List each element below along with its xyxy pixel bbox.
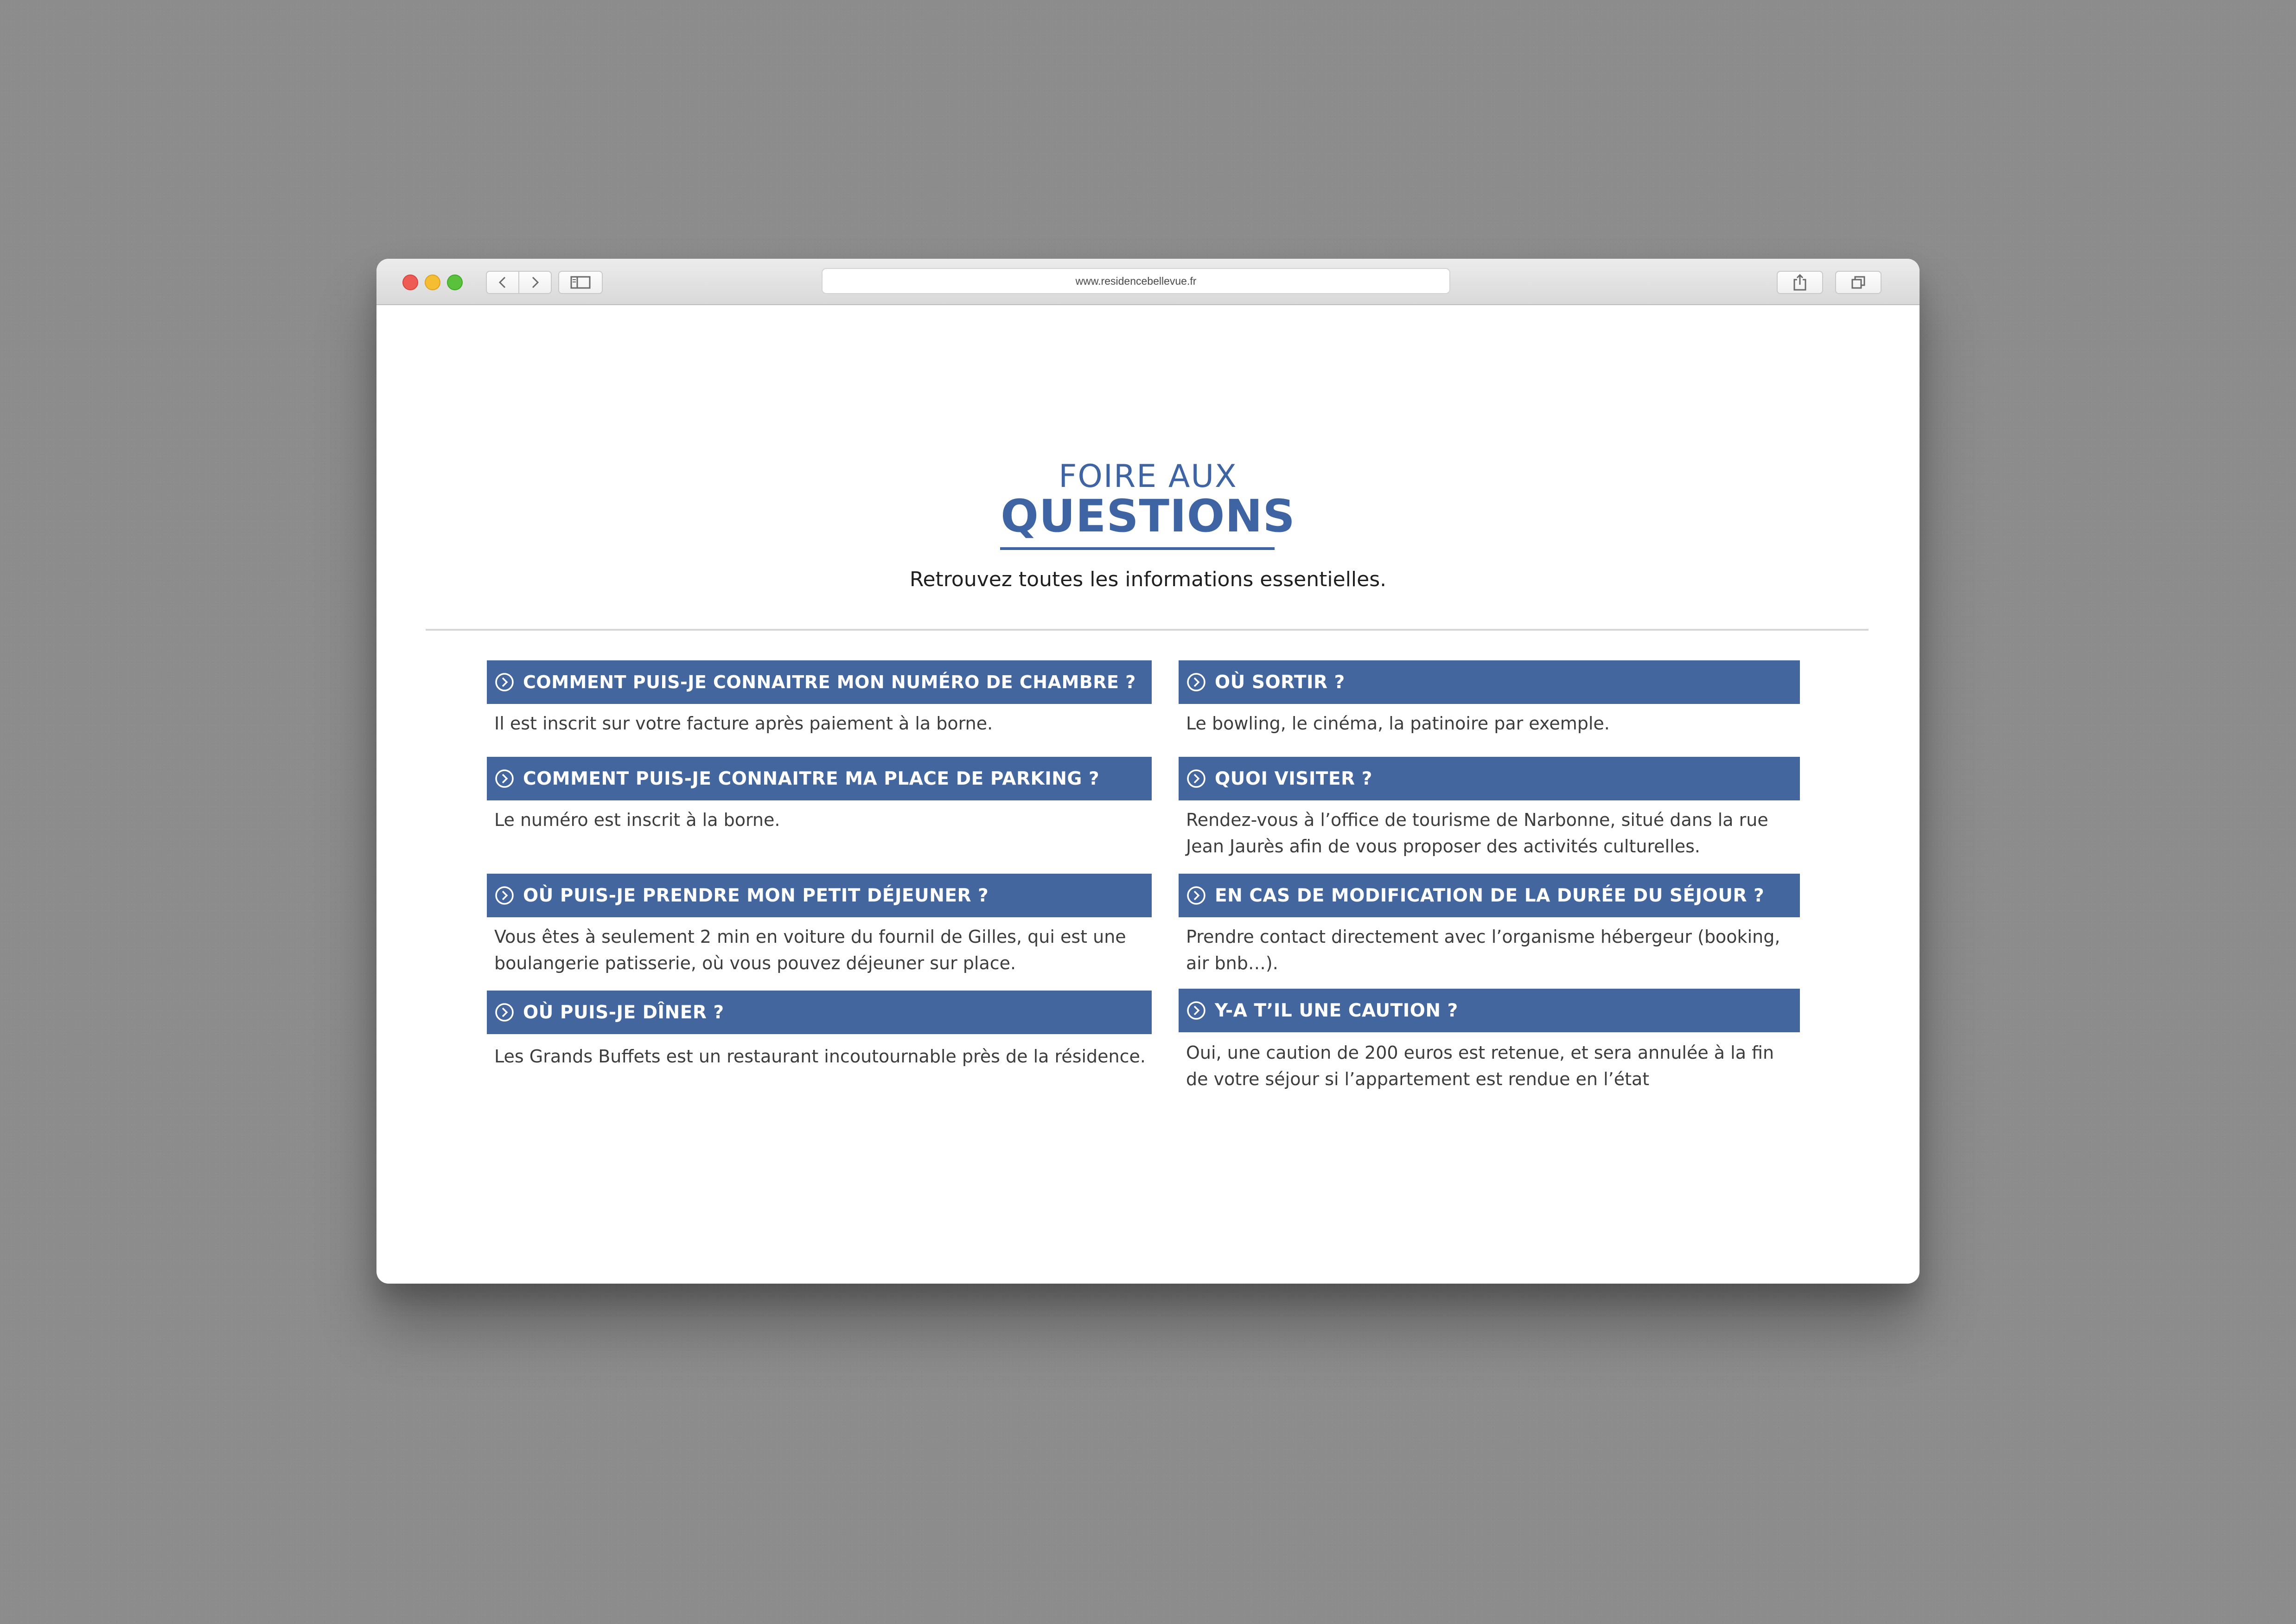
faq-item-parking[interactable] [487,757,1152,833]
chevron-right-circle-icon [1186,885,1206,906]
faq-item-going-out[interactable] [1179,660,1800,737]
faq-answer: Le bowling, le cinéma, la patinoire par exemple. [1186,713,1610,734]
faq-answer: Les Grands Buffets est un restaurant incoutournable près de la résidence. [494,1046,1146,1067]
minimize-window-button[interactable] [425,275,440,290]
faq-item-dinner[interactable] [487,991,1152,1070]
faq-question: OÙ PUIS-JE DÎNER ? [523,1002,724,1023]
faq-item-visiting[interactable] [1179,757,1800,860]
faq-question-header[interactable] [1179,989,1800,1032]
close-window-button[interactable] [402,275,418,290]
faq-question: EN CAS DE MODIFICATION DE LA DURÉE DU SÉJOUR ? [1215,885,1765,906]
title-underline [1000,547,1275,550]
faq-answer: Il est inscrit sur votre facture après paiement à la borne. [494,713,993,734]
chevron-right-icon [530,276,540,289]
chevron-right-circle-icon [1186,1000,1206,1021]
maximize-window-button[interactable] [447,275,463,290]
faq-question-header[interactable] [487,757,1152,800]
faq-question-header[interactable] [1179,757,1800,800]
tabs-icon [1851,275,1866,289]
faq-answer: Oui, une caution de 200 euros est retenue, et sera annulée à la fin de votre séjour si l’appartement est rendue en l’état [1186,1042,1774,1089]
page-subtitle: Retrouvez toutes les informations essentielles. [909,568,1387,591]
chevron-right-circle-icon [494,885,515,906]
browser-window [376,259,1920,1284]
faq-question-header[interactable] [1179,660,1800,704]
faq-question: Y-A T’IL UNE CAUTION ? [1215,1000,1458,1021]
faq-question-header[interactable] [487,660,1152,704]
share-button[interactable] [1777,271,1823,294]
chevron-right-circle-icon [494,768,515,789]
faq-question: OÙ PUIS-JE PRENDRE MON PETIT DÉJEUNER ? [523,885,989,906]
share-icon [1793,274,1807,291]
sidebar-icon [570,276,591,289]
chevron-right-circle-icon [1186,768,1206,789]
faq-answer: Vous êtes à seulement 2 min en voiture du fournil de Gilles, qui est une boulangerie patisserie, où vous pouvez déjeuner sur place. [494,927,1126,973]
faq-question: COMMENT PUIS-JE CONNAITRE MON NUMÉRO DE CHAMBRE ? [523,672,1136,692]
page-title-line1: FOIRE AUX [1059,458,1237,495]
faq-item-breakfast[interactable] [487,874,1152,977]
faq-question-header[interactable] [487,991,1152,1034]
chevron-right-circle-icon [494,1002,515,1023]
page-title-line2: QUESTIONS [1001,490,1295,542]
chevron-left-icon [497,276,508,289]
faq-question-header[interactable] [487,874,1152,917]
forward-button[interactable] [518,271,552,294]
chevron-right-circle-icon [1186,672,1206,692]
section-divider [426,629,1869,631]
tabs-overview-button[interactable] [1835,271,1881,294]
back-button[interactable] [486,271,519,294]
faq-item-stay-change[interactable] [1179,874,1800,977]
faq-question: QUOI VISITER ? [1215,768,1372,789]
chevron-right-circle-icon [494,672,515,692]
page-content [376,305,1920,1284]
url-text: www.residencebellevue.fr [1075,275,1197,287]
faq-answer: Rendez-vous à l’office de tourisme de Narbonne, situé dans la rue Jean Jaurès afin de vous proposer des activités culturelles. [1186,810,1768,857]
faq-question-header[interactable] [1179,874,1800,917]
faq-question: COMMENT PUIS-JE CONNAITRE MA PLACE DE PARKING ? [523,768,1100,789]
faq-question: OÙ SORTIR ? [1215,671,1345,693]
sidebar-button[interactable] [558,271,603,294]
faq-item-room-number[interactable] [487,660,1152,737]
faq-item-deposit[interactable] [1179,989,1800,1093]
browser-toolbar [376,259,1920,305]
faq-answer: Le numéro est inscrit à la borne. [494,810,780,830]
address-bar[interactable] [822,268,1450,294]
faq-answer: Prendre contact directement avec l’organisme hébergeur (booking, air bnb…). [1186,927,1780,973]
